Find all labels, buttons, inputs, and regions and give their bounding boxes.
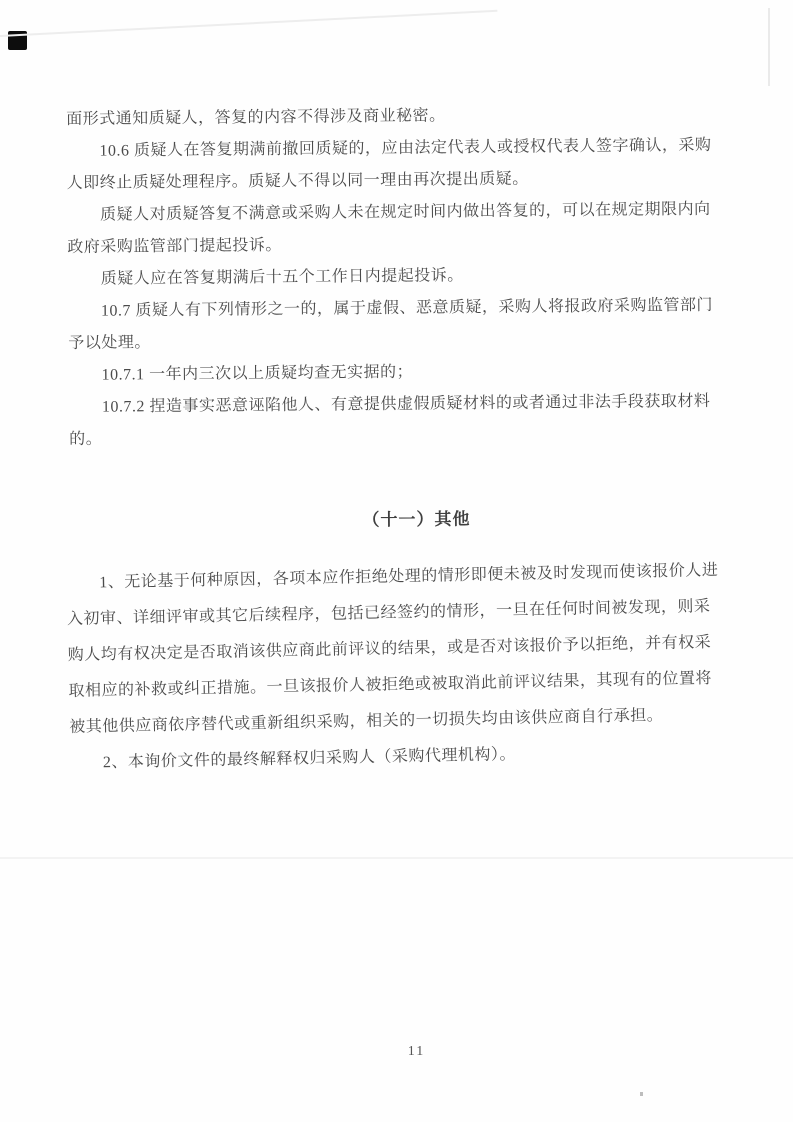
scan-edge-line-top xyxy=(0,10,497,37)
text-line: 1、无论基于何种原因，各项本应作拒绝处理的情形即便未被及时发现而使该报价人进 xyxy=(99,561,719,592)
scan-edge-line-right xyxy=(768,8,770,86)
text-line: 购人均有权决定是否取消该供应商此前评议的结果，或是否对该报价予以拒绝，并有权采 xyxy=(67,634,712,664)
page-number: 11 xyxy=(407,1044,426,1059)
text-line: 被其他供应商依序替代或重新组织采购，相关的一切损失均由该供应商自行承担。 xyxy=(69,707,664,736)
text-line: 10.7.2 捏造事实恶意诬陷他人、有意提供虚假质疑材料的或者通过非法手段获取材料 xyxy=(101,392,711,416)
text-line: 入初审、详细评审或其它后续程序，包括已经签约的情形，一旦在任何时间被发现，则采 xyxy=(66,598,711,628)
text-line: 政府采购监管部门提起投诉。 xyxy=(67,236,282,256)
text-line: 人即终止质疑处理程序。质疑人不得以同一理由再次提出质疑。 xyxy=(66,170,529,192)
text-line: 面形式通知质疑人，答复的内容不得涉及商业秘密。 xyxy=(66,107,446,128)
text-line: 予以处理。 xyxy=(68,334,151,352)
text-line: 质疑人对质疑答复不满意或采购人未在规定时间内做出答复的，可以在规定期限内向 xyxy=(99,200,711,224)
text-line: 10.7.1 一年内三次以上质疑均查无实据的； xyxy=(101,363,414,384)
text-line: 的。 xyxy=(69,430,103,448)
text-line: 取相应的补救或纠正措施。一旦该报价人被拒绝或被取消此前评议结果，其现有的位置将 xyxy=(68,670,713,700)
section-11-heading: （十一）其他 xyxy=(362,509,471,530)
scan-speck xyxy=(640,1092,643,1096)
text-line: 质疑人应在答复期满后十五个工作日内提起投诉。 xyxy=(100,267,464,288)
text-line: 10.6 质疑人在答复期满前撤回质疑的，应由法定代表人或授权代表人签字确认，采购 xyxy=(99,136,712,160)
section-11-text-block xyxy=(66,553,742,782)
section-10-text-block xyxy=(66,98,741,456)
scan-streak-line xyxy=(0,857,793,859)
text-line: 10.7 质疑人有下列情形之一的，属于虚假、恶意质疑，采购人将报政府采购监管部门 xyxy=(100,296,714,320)
text-line: 2、本询价文件的最终解释权归采购人（采购代理机构）。 xyxy=(102,746,517,772)
